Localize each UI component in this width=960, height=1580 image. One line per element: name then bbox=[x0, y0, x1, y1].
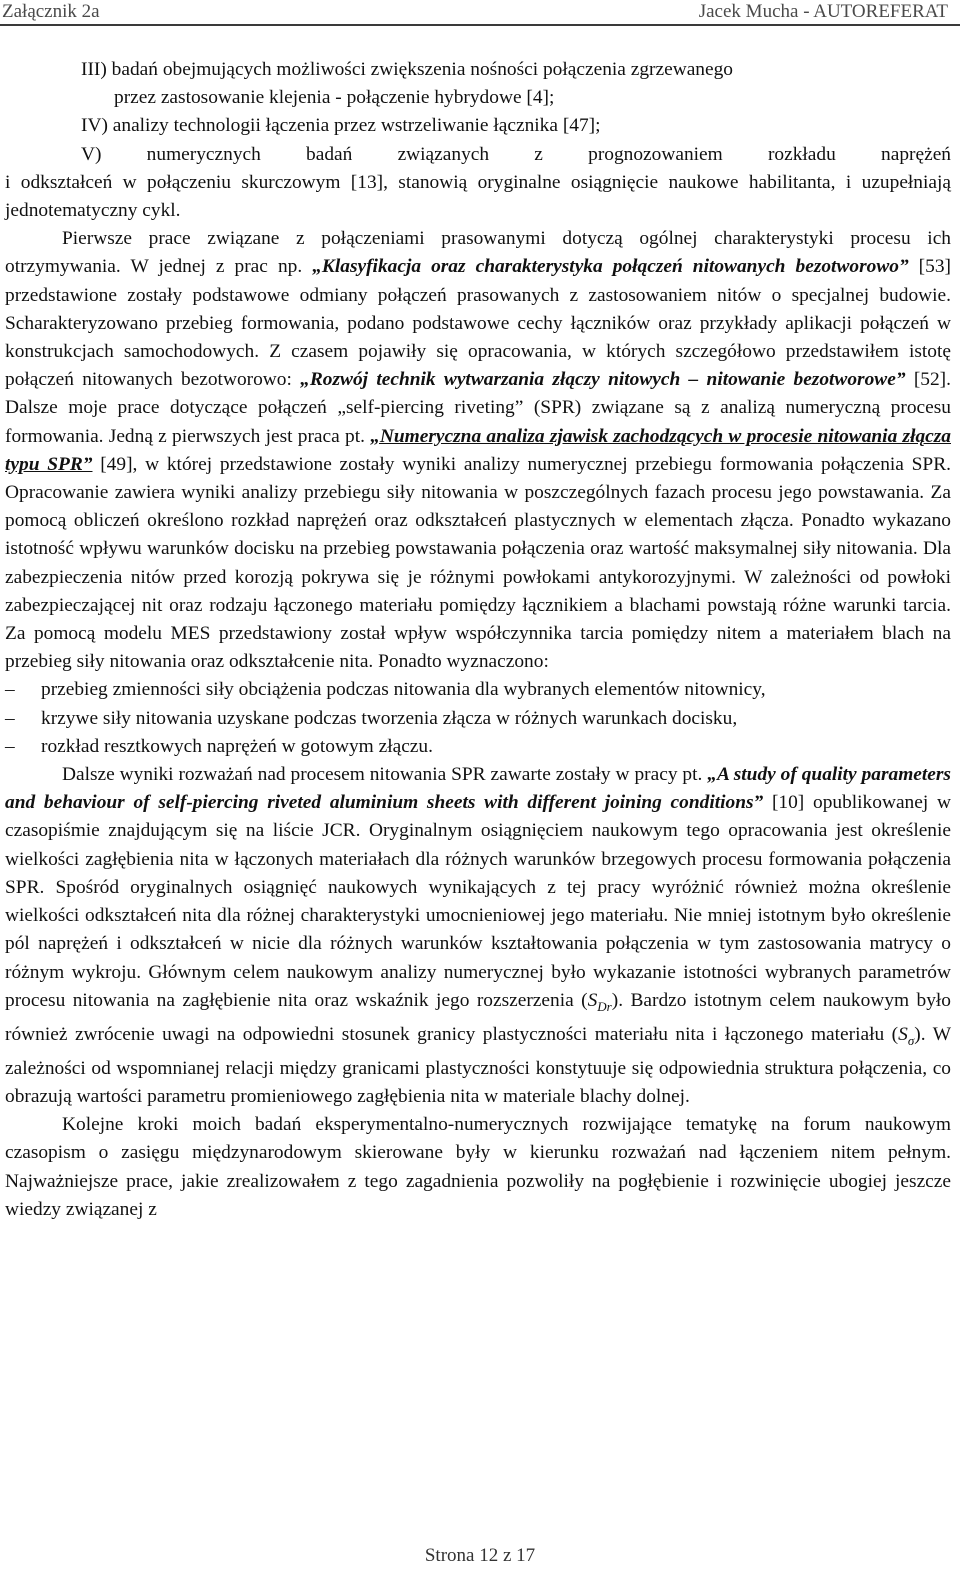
dash-icon: – bbox=[5, 707, 15, 729]
header-right-label: Jacek Mucha - AUTOREFERAT bbox=[698, 1, 948, 22]
list-item-iv bbox=[5, 112, 951, 140]
symbol-s-sigma-sub: σ bbox=[907, 1032, 915, 1048]
dash-item-1-text: przebieg zmienności siły obciążenia podczas nitowania dla wybranych elementów nitownicy, bbox=[41, 679, 766, 701]
page-header bbox=[0, 0, 960, 26]
paragraph-0-text: i odkształceń w połączeniu skurczowym [13], stanowią oryginalne osiągnięcie naukowe habilitanta, i uzupełniają jednotematyczny cykl. bbox=[5, 171, 951, 222]
page-number: Strona 12 z 17 bbox=[424, 1545, 536, 1566]
paragraph-0 bbox=[5, 169, 951, 225]
p2-text-b: [10] opublikowanej w czasopiśmie znajdującym się na liście JCR. Oryginalnym osiągnięciem naukowym tego opracowania jest określenie wielkości zagłębienia nita w łączonych materiałach dla różnych warunków brzegowych procesu formowania połączenia SPR. Spośród oryginalnych osiągnięć naukowych wynikających z tej pracy wyróżnić również można określenie wielkości odkształceń nita dla różnej charakterystyki umocnieniowej jego materiału. Nie mniej istotnym było określenie pól naprężeń i odkształceń w nicie dla różnych warunków kształtowania połączenia w tym zastosowania matrycy o różnym wykroju. Głównym celem naukowym analizy numerycznej było wykazanie istotności wybranych parametrów procesu nitowania na zagłębienie nita oraz wskaźnik jego rozszerzenia ( bbox=[5, 792, 951, 1011]
p1-text-b: [53] przedstawione zostały podstawowe odmiany połączeń prasowanych z zastosowaniem nitów o specjalnej budowie. Scharakteryzowano przebieg formowania, podano podstawowe cechy łączników oraz przykłady aplikacji połączeń w konstrukcjach samochodowych. Z czasem pojawiły się opracowania, w których szczegółowo przedstawiłem istotę połączeń nitowanych bezotworowo: bbox=[5, 256, 951, 391]
dash-icon: – bbox=[5, 679, 15, 701]
paragraph-1 bbox=[5, 225, 951, 676]
p1-title-3: „Numeryczna analiza zjawisk zachodzących w procesie nitowania złącza typu SPR” bbox=[5, 425, 951, 475]
document-body bbox=[5, 56, 951, 1224]
list-item-iii-cont-text: przez zastosowanie klejenia - połączenie hybrydowe [4]; bbox=[114, 87, 555, 109]
list-item-iii-text: III) badań obejmujących możliwości zwiększenia nośności połączenia zgrzewanego bbox=[81, 59, 734, 80]
paragraph-3-text: Kolejne kroki moich badań eksperymentalno-numerycznych rozwijające tematykę na forum naukowym czasopism o zasięgu międzynarodowym skierowane były w kierunku rozważań nad łączeniem nitem pełnym. Najważniejsze prace, jakie zrealizowałem z tego zagadnienia pozwoliły na pogłębienie i rozwinięcie ubogiej jeszcze wiedzy związanej z bbox=[5, 1114, 951, 1220]
header-left-label: Załącznik 2a bbox=[2, 1, 100, 22]
p2-title-1: „A study of quality parameters and behaviour of self-piercing riveted aluminium sheets with different joining conditions” bbox=[5, 764, 951, 814]
symbol-s-dr: S bbox=[587, 989, 598, 1011]
p1-text-c: [52]. Dalsze moje prace dotyczące połączeń „self-piercing riveting” (SPR) związane są z analizą numeryczną procesu formowania. Jedną z pierwszych jest praca pt. bbox=[5, 369, 951, 447]
dash-icon: – bbox=[5, 735, 15, 757]
p1-title-1: „Klasyfikacja oraz charakterystyka połączeń nitowanych bezotworowo” bbox=[312, 256, 909, 278]
symbol-s-sigma: S bbox=[898, 1023, 908, 1045]
p2-text-c: ). Bardzo istotnym celem naukowym było również zwrócenie uwagi na odpowiedni stosunek granicy plastyczności materiału nita i łączonego materiału ( bbox=[5, 989, 951, 1045]
list-item-v-text: V) numerycznych badań związanych z prognozowaniem rozkładu naprężeń bbox=[81, 143, 951, 165]
dash-item-3-text: rozkład resztkowych naprężeń w gotowym złączu. bbox=[41, 735, 433, 757]
list-item-v bbox=[5, 141, 951, 169]
dash-item-2-text: krzywe siły nitowania uzyskane podczas tworzenia złącza w różnych warunkach docisku, bbox=[41, 707, 738, 729]
p2-text-d: ). W zależności od wspomnianej relacji między granicami plastyczności konstytuuje się odpowiednia struktura połączenia, co obrazują wartości parametru promieniowego zagłębienia nita w materiale blachy dolnej. bbox=[5, 1023, 951, 1108]
p1-title-2: „Rozwój technik wytwarzania złączy nitowych – nitowanie bezotworowe” bbox=[300, 369, 906, 391]
p1-text-a: Pierwsze prace związane z połączeniami prasowanymi dotyczą ogólnej charakterystyki procesu ich otrzymywania. W jednej z prac np. bbox=[5, 228, 951, 278]
p2-text-a: Dalsze wyniki rozważań nad procesem nitowania SPR zawarte zostały w pracy pt. bbox=[62, 764, 708, 786]
dash-item-1 bbox=[5, 676, 951, 704]
paragraph-2 bbox=[5, 761, 951, 1111]
list-item-iii-cont bbox=[5, 84, 951, 112]
paragraph-3 bbox=[5, 1111, 951, 1224]
list-item-iv-text: IV) analizy technologii łączenia przez wstrzeliwanie łącznika [47]; bbox=[81, 115, 601, 137]
symbol-s-dr-sub: Dr bbox=[597, 998, 612, 1014]
list-item-iii bbox=[5, 56, 951, 84]
dash-item-2 bbox=[5, 705, 951, 733]
p1-text-d: [49], w której przedstawione zostały wyniki analizy numerycznej przebiegu formowania połączenia SPR. Opracowanie zawiera wyniki analizy przebiegu siły nitowania w poszczególnych fazach procesu jego powstawania. Za pomocą obliczeń określono rozkład naprężeń oraz odkształceń plastycznych w elementach złącza. Ponadto wykazano istotność wpływu warunków docisku na przebieg powstawania połączenia oraz wartość maksymalnej siły nitowania. Dla zabezpieczenia nitów przed korozją pokrywa się je różnymi powłokami antykorozyjnymi. W zależności od powłoki zabezpieczającej nit oraz rodzaju łączonego materiału pomiędzy łącznikiem a blachami powstają różne warunki tarcia. Za pomocą modelu MES przedstawiony został wpływ współczynnika tarcia pomiędzy nitem a materiałem blach na przebieg siły nitowania oraz odkształcenie nita. Ponadto wyznaczono: bbox=[5, 453, 951, 673]
dash-item-3 bbox=[5, 733, 951, 761]
